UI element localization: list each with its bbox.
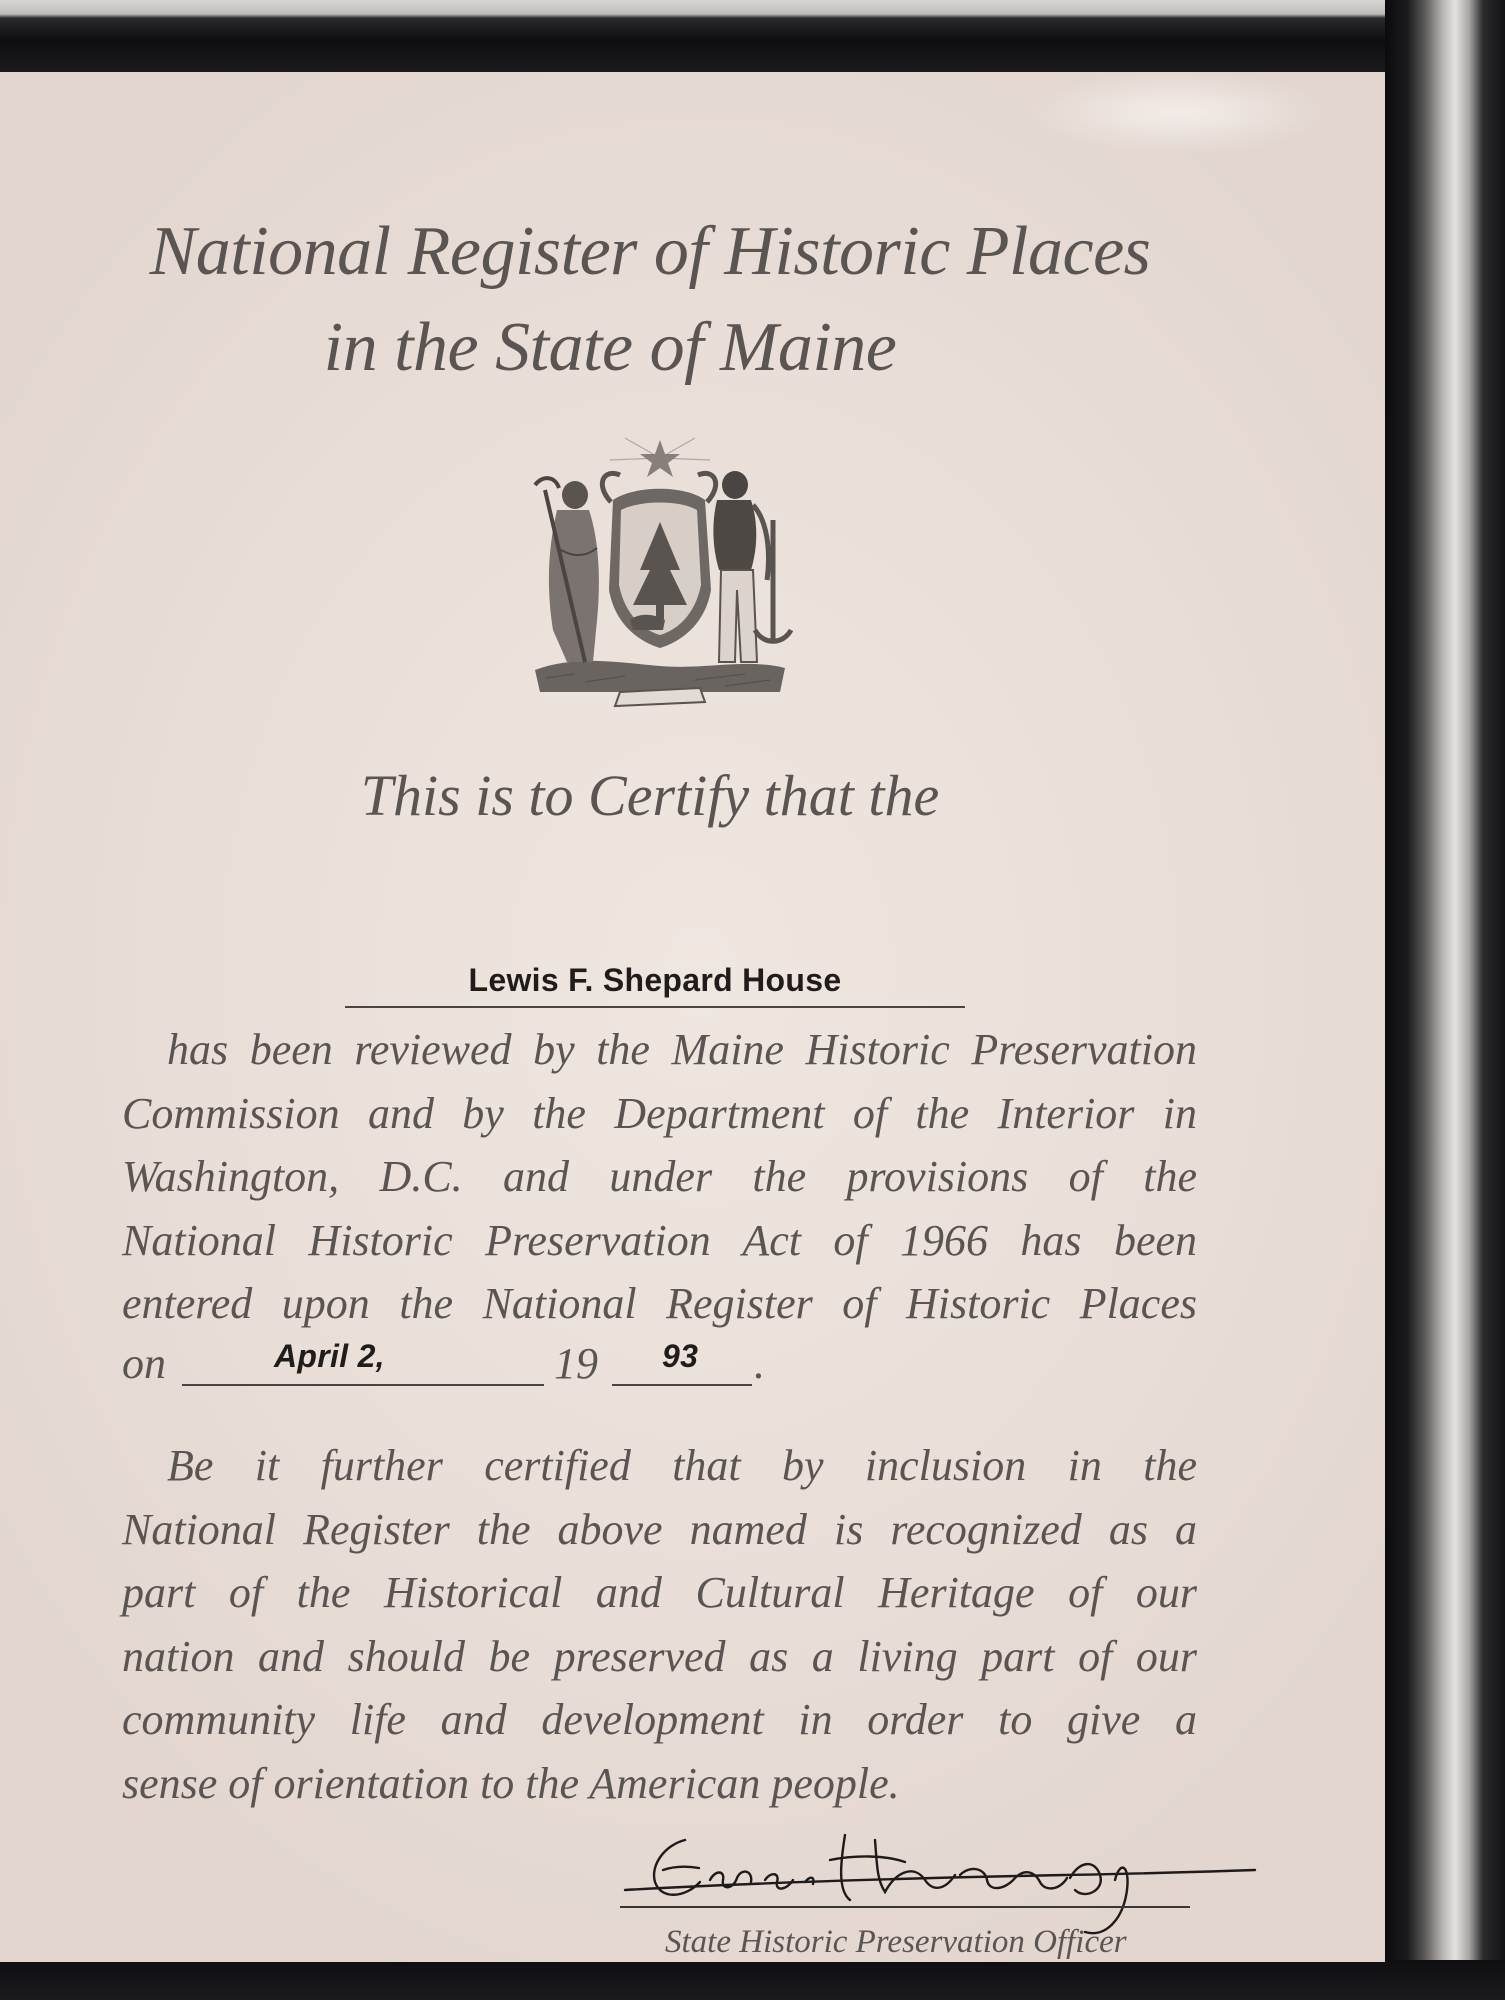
listing-year: 93	[662, 1338, 699, 1374]
frame-right-edge	[1385, 0, 1505, 2000]
year-prefix: 19	[554, 1339, 598, 1388]
certificate-title-line2: in the State of Maine	[323, 309, 897, 386]
review-paragraph-line: Washington, D.C. and under the provisions of the	[122, 1152, 1197, 1201]
certificate-title-line1: National Register of Historic Places	[149, 213, 1151, 290]
review-paragraph-line: entered upon the National Register of Historic Places	[122, 1279, 1197, 1328]
year-blank	[612, 1334, 752, 1386]
heritage-paragraph-line: part of the Historical and Cultural Heritage of our	[122, 1568, 1197, 1617]
heritage-paragraph-line: nation and should be preserved as a living part of our	[122, 1631, 1197, 1681]
heritage-paragraph-line: community life and development in order to give a	[122, 1695, 1197, 1744]
listing-date-row	[122, 1334, 1122, 1398]
signature-title: State Historic Preservation Officer	[665, 1924, 1127, 1960]
maine-state-seal-icon	[515, 430, 805, 720]
date-period: .	[754, 1339, 765, 1388]
property-name: Lewis F. Shepard House	[468, 962, 842, 998]
signature-line	[620, 1906, 1190, 1908]
heritage-paragraph	[122, 1434, 1197, 1815]
review-paragraph-line: National Historic Preservation Act of 1966 has been	[122, 1215, 1197, 1265]
heritage-paragraph-line: National Register the above named is recognized as a	[122, 1504, 1197, 1554]
date-blank	[182, 1334, 544, 1386]
certify-heading: This is to Certify that the	[360, 763, 940, 828]
review-paragraph-line: has been reviewed by the Maine Historic Preservation	[167, 1025, 1197, 1074]
handwritten-signature	[615, 1820, 1275, 1940]
property-name-blank	[345, 960, 965, 1008]
listing-date: April 2,	[274, 1338, 385, 1374]
frame-bottom-edge	[0, 1960, 1505, 2000]
review-paragraph-line: Commission and by the Department of the Interior in	[122, 1088, 1197, 1138]
heritage-paragraph-line: sense of orientation to the American people.	[122, 1758, 900, 1808]
certificate-paper	[0, 72, 1385, 1962]
date-prefix: on	[122, 1339, 166, 1388]
review-paragraph	[122, 1018, 1197, 1336]
heritage-paragraph-line: Be it further certified that by inclusion in the	[167, 1441, 1197, 1490]
